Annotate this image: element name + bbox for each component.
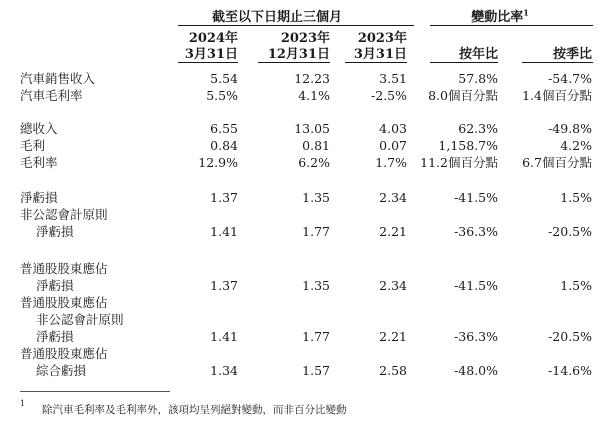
table-row-heading [0, 260, 600, 277]
value-2023q4: 1.77 [302, 329, 330, 344]
value-2023q1: -2.5% [371, 88, 407, 103]
value-qoq: -14.6% [548, 363, 592, 378]
footnote-mark: 1 [20, 399, 26, 408]
value-2023q4: 0.81 [302, 138, 330, 153]
table-row [0, 87, 600, 104]
col4-header: 按年比 [458, 47, 498, 62]
value-2023q4: 1.35 [302, 190, 330, 205]
value-yoy: -41.5% [454, 190, 498, 205]
table-row-heading [0, 345, 600, 362]
table-row [0, 189, 600, 206]
col3-underline [345, 62, 407, 63]
value-yoy: 11.2個百分點 [420, 155, 498, 170]
row-label: 普通股股東應佔 [20, 261, 108, 276]
value-2023q4: 1.77 [302, 224, 330, 239]
table-row-heading [0, 206, 600, 223]
col1-year: 2024年 [188, 31, 238, 46]
value-qoq: -20.5% [548, 224, 592, 239]
value-yoy: -36.3% [454, 224, 498, 239]
value-yoy: 57.8% [458, 71, 498, 86]
row-label: 非公認會計原則 [36, 312, 124, 327]
table-row [0, 277, 600, 294]
value-qoq: -49.8% [548, 121, 592, 136]
value-2024q1: 0.84 [210, 138, 238, 153]
value-qoq: -54.7% [548, 71, 592, 86]
row-label: 普通股股東應佔 [20, 346, 108, 361]
value-2024q1: 5.5% [206, 88, 238, 103]
row-label: 淨虧損 [36, 224, 74, 239]
value-2023q4: 13.05 [294, 121, 330, 136]
change-ratio-title [471, 6, 529, 25]
table-row [0, 137, 600, 154]
row-label: 毛利率 [20, 155, 58, 170]
value-2024q1: 1.37 [210, 190, 238, 205]
value-2024q1: 1.34 [210, 363, 238, 378]
value-qoq: -20.5% [548, 329, 592, 344]
period-group-underline [178, 25, 414, 26]
value-qoq: 1.4個百分點 [522, 88, 592, 103]
table-row-heading [0, 311, 600, 328]
row-label: 汽車銷售收入 [20, 71, 96, 86]
value-2024q1: 1.37 [210, 278, 238, 293]
value-2024q1: 1.41 [210, 329, 238, 344]
value-2024q1: 1.41 [210, 224, 238, 239]
table-row-heading [0, 294, 600, 311]
row-label: 淨虧損 [36, 278, 74, 293]
footnote-text: 除汽車毛利率及毛利率外，該項均呈列絕對變動，而非百分比變動 [42, 404, 347, 416]
table-row [0, 70, 600, 87]
table-row [0, 362, 600, 379]
col2-date: 12月31日 [267, 47, 330, 62]
value-yoy: -48.0% [454, 363, 498, 378]
row-label: 淨虧損 [20, 190, 58, 205]
col5-header: 按季比 [552, 47, 592, 62]
value-2024q1: 6.55 [210, 121, 238, 136]
row-label: 普通股股東應佔 [20, 295, 108, 310]
value-2023q4: 4.1% [298, 88, 330, 103]
value-yoy: -41.5% [454, 278, 498, 293]
table-row [0, 154, 600, 171]
value-2024q1: 12.9% [198, 155, 238, 170]
row-label: 毛利 [20, 138, 46, 153]
row-label: 綜合虧損 [36, 363, 87, 378]
row-label: 非公認會計原則 [20, 207, 108, 222]
value-2023q1: 2.58 [379, 363, 407, 378]
col4-underline [430, 62, 498, 63]
row-label: 總收入 [20, 121, 58, 136]
col1-date: 3月31日 [184, 47, 238, 62]
row-label: 淨虧損 [36, 329, 74, 344]
table-row [0, 328, 600, 345]
change-ratio-label: 變動比率 [471, 10, 524, 25]
value-yoy: -36.3% [454, 329, 498, 344]
footnote-ref: 1 [523, 7, 529, 18]
col2-underline [258, 62, 330, 63]
col1-underline [178, 62, 238, 63]
value-qoq: 1.5% [560, 278, 592, 293]
table-row [0, 223, 600, 240]
value-2023q4: 6.2% [298, 155, 330, 170]
col5-underline [522, 62, 593, 63]
value-2023q4: 12.23 [294, 71, 330, 86]
col2-year: 2023年 [280, 31, 330, 46]
value-2023q4: 1.57 [302, 363, 330, 378]
value-yoy: 62.3% [458, 121, 498, 136]
value-qoq: 4.2% [560, 138, 592, 153]
row-label: 汽車毛利率 [20, 88, 83, 103]
value-2023q1: 0.07 [379, 138, 407, 153]
value-2023q1: 2.34 [379, 190, 407, 205]
value-2023q1: 2.21 [379, 224, 407, 239]
table-row [0, 120, 600, 137]
value-2024q1: 5.54 [210, 71, 238, 86]
value-yoy: 1,158.7% [438, 138, 498, 153]
value-yoy: 8.0個百分點 [428, 88, 498, 103]
period-group-title: 截至以下日期止三個月 [211, 10, 343, 25]
change-group-underline [430, 25, 593, 26]
value-2023q4: 1.35 [302, 278, 330, 293]
footnote-separator [20, 391, 170, 392]
value-qoq: 6.7個百分點 [522, 155, 592, 170]
value-2023q1: 3.51 [379, 71, 407, 86]
col3-date: 3月31日 [353, 47, 407, 62]
value-2023q1: 4.03 [379, 121, 407, 136]
col3-year: 2023年 [357, 31, 407, 46]
value-qoq: 1.5% [560, 190, 592, 205]
value-2023q1: 2.34 [379, 278, 407, 293]
value-2023q1: 2.21 [379, 329, 407, 344]
value-2023q1: 1.7% [375, 155, 407, 170]
